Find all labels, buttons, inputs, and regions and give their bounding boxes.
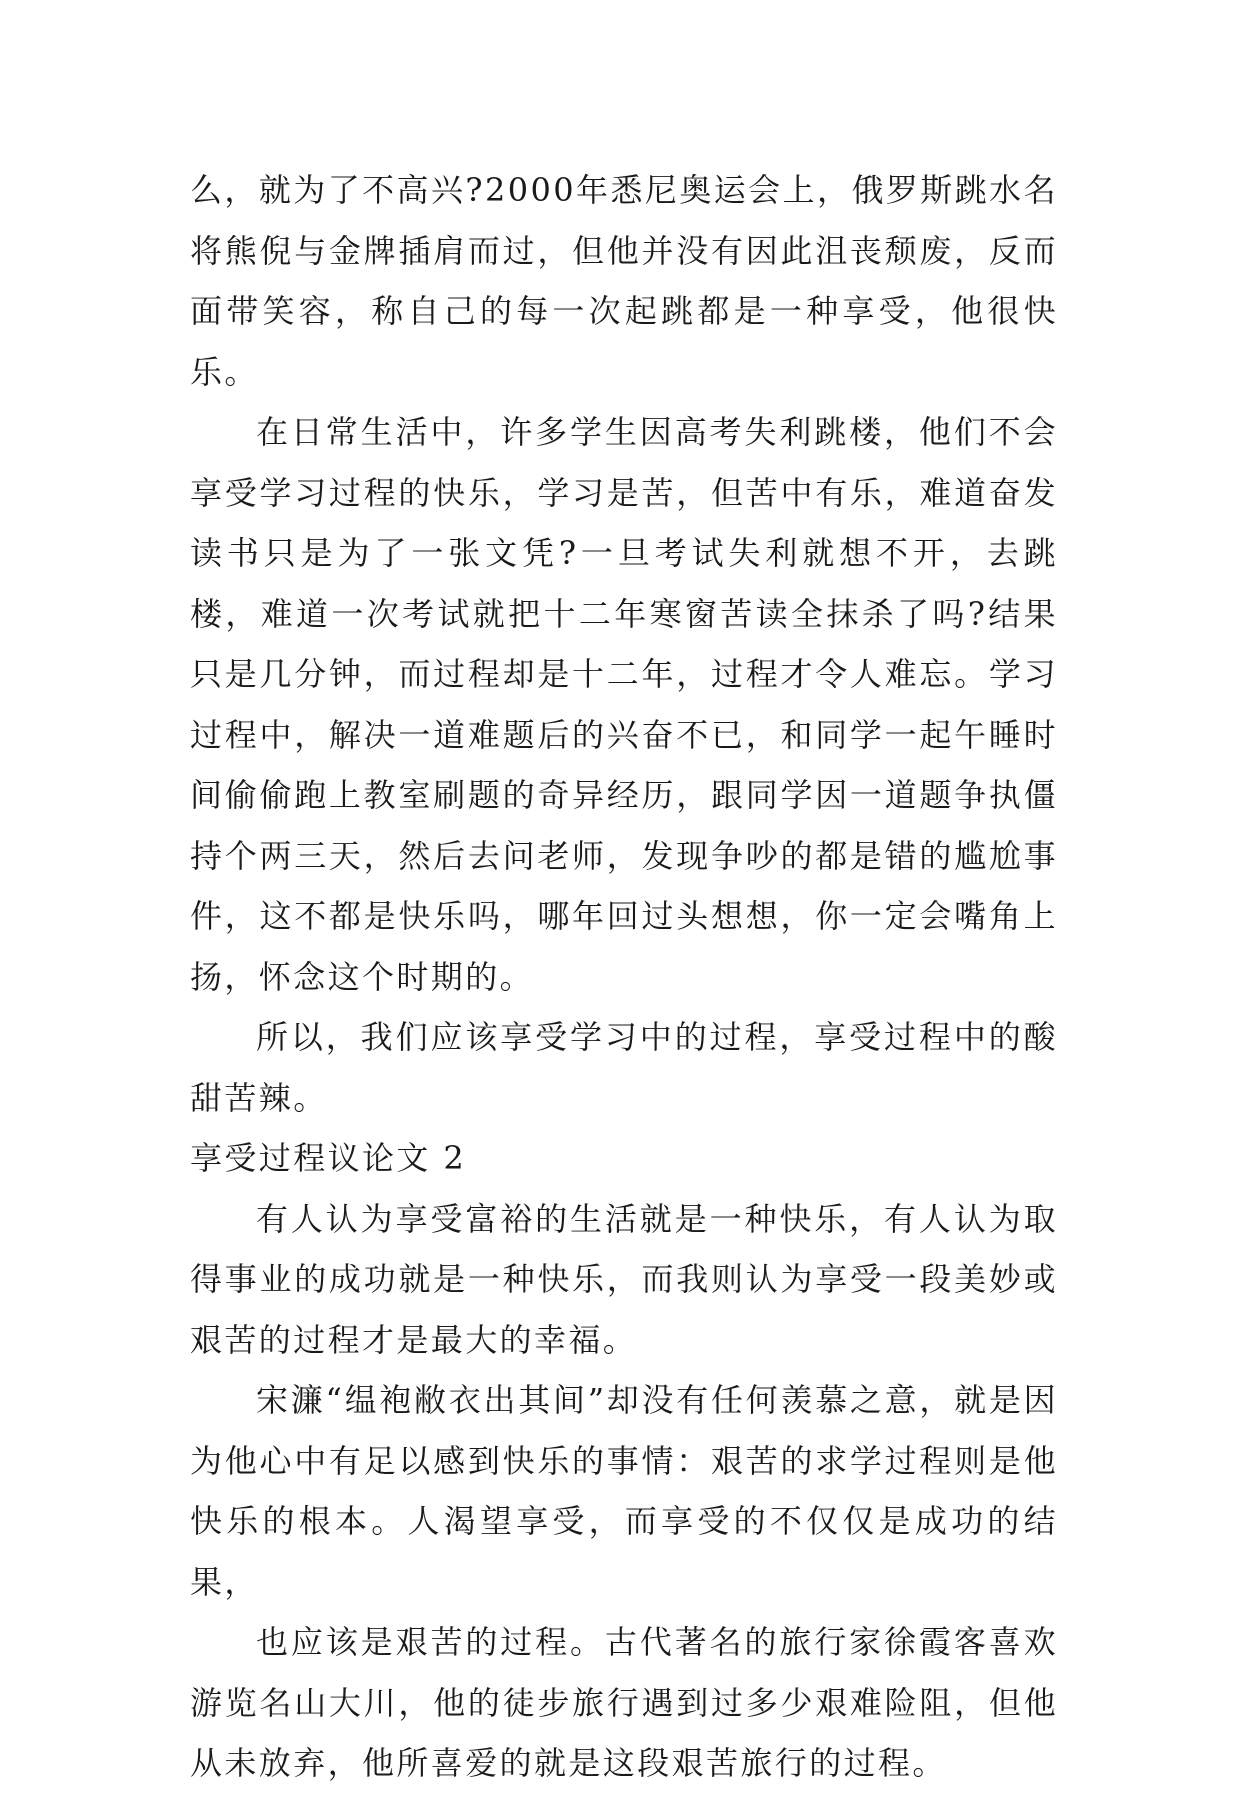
paragraph-1: 么，就为了不高兴?2000年悉尼奥运会上，俄罗斯跳水名将熊倪与金牌插肩而过，但他并没有因此沮丧颓废，反而面带笑容，称自己的每一次起跳都是一种享受，他很快乐。 bbox=[190, 171, 1058, 391]
paragraph-6: 也应该是艰苦的过程。古代著名的旅行家徐霞客喜欢游览名山大川，他的徒步旅行遇到过多少艰难险阻，但他从未放弃，他所喜爱的就是这段艰苦旅行的过程。 bbox=[190, 1623, 1058, 1782]
paragraph-5: 宋濂“缊袍敝衣出其间”却没有任何羡慕之意，就是因为他心中有足以感到快乐的事情：艰苦的求学过程则是他快乐的根本。人渴望享受，而享受的不仅仅是成功的结果， bbox=[190, 1381, 1058, 1601]
section-heading: 享受过程议论文 2 bbox=[190, 1139, 467, 1177]
document-body bbox=[190, 160, 1058, 1794]
paragraph-2: 在日常生活中，许多学生因高考失利跳楼，他们不会享受学习过程的快乐，学习是苦，但苦中有乐，难道奋发读书只是为了一张文凭?一旦考试失利就想不开，去跳楼，难道一次考试就把十二年寒窗苦读全抹杀了吗?结果只是几分钟，而过程却是十二年，过程才令人难忘。学习过程中，解决一道难题后的兴奋不已，和同学一起午睡时间偷偷跑上教室刷题的奇异经历，跟同学因一道题争执僵持个两三天，然后去问老师，发现争吵的都是错的尴尬事件，这不都是快乐吗，哪年回过头想想，你一定会嘴角上扬，怀念这个时期的。 bbox=[190, 413, 1058, 996]
paragraph-3: 所以，我们应该享受学习中的过程，享受过程中的酸甜苦辣。 bbox=[190, 1018, 1058, 1117]
paragraph-4: 有人认为享受富裕的生活就是一种快乐，有人认为取得事业的成功就是一种快乐，而我则认为享受一段美妙或艰苦的过程才是最大的幸福。 bbox=[190, 1199, 1058, 1359]
